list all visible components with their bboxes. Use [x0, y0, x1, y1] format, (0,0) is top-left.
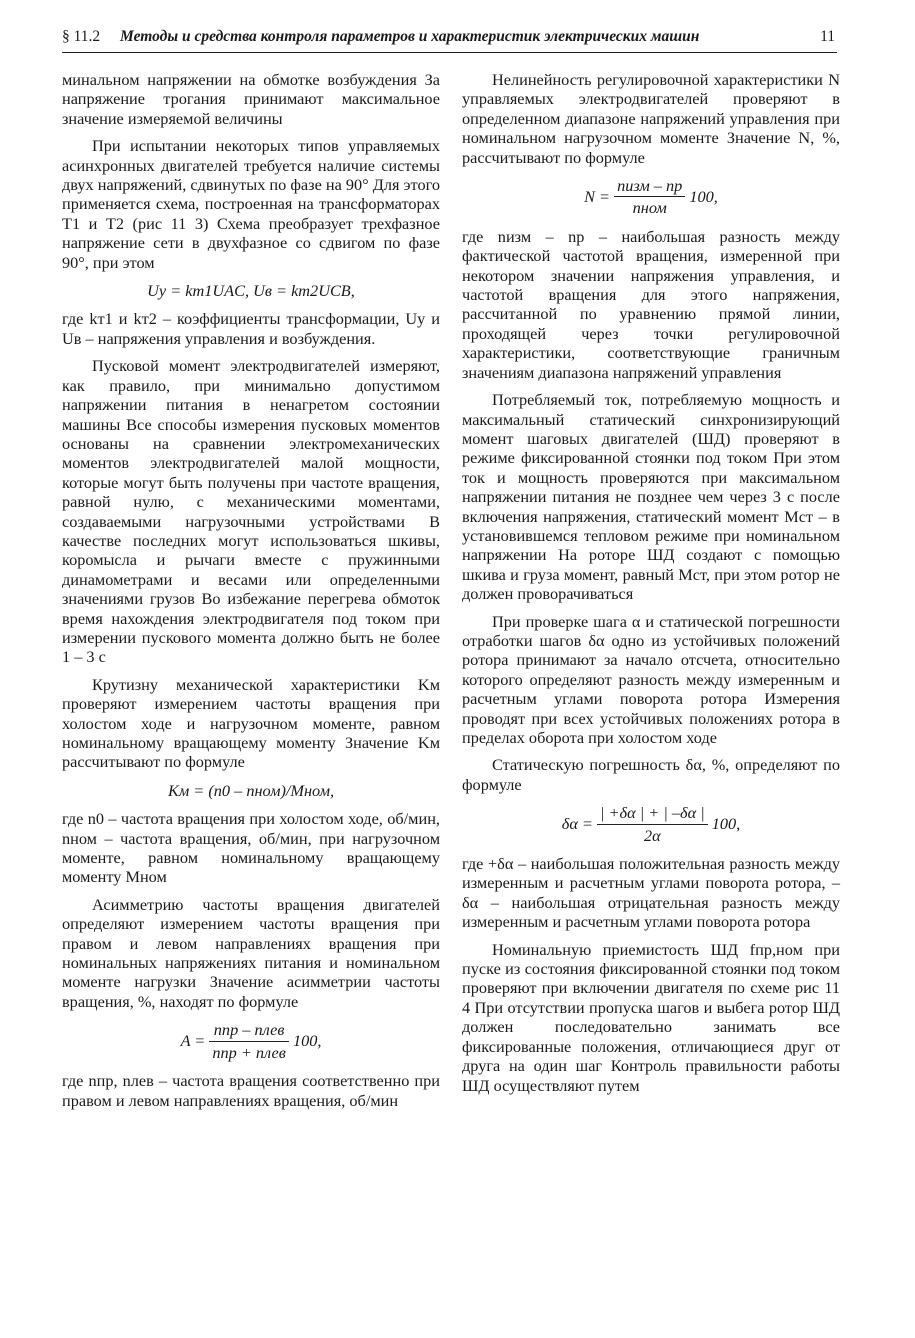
formula-static-error	[462, 803, 840, 845]
paragraph: где n0 – частота вращения при холостом ходе, об/мин, nном – частота вращения, об/мин, при нагрузочном моменте, равном номинальному вращающему моменту Mном	[62, 809, 440, 887]
paragraph: Крутизну механической характеристики Kм проверяют измерением частоты вращения при холостом ходе и нагрузочном моменте, равном номинальному вращающему моменту Значение Kм рассчитывают по формуле	[62, 674, 440, 772]
formula-steepness: Kм = (n0 – nном)/Mном,	[167, 780, 335, 800]
fraction	[614, 176, 685, 218]
formula-rhs: 100,	[292, 1031, 322, 1051]
left-column	[62, 70, 440, 1110]
paragraph: Номинальную приемистость ШД fпр,ном при пуске из состояния фиксированной стоянки под током проверяют при включении двигателя по схеме рис 11 4 При отсутствии пропуска шагов и выбега ротор ШД должен последовательно занимать все фиксированные положения, отличающиеся друг от друга на один шаг Контроль правильности работы ШД осуществляют путем	[462, 939, 840, 1095]
paragraph: Потребляемый ток, потребляемую мощность и максимальный статический синхронизирующий момент шаговых двигателей (ШД) проверяют в режиме фиксированной стоянки под током При этом ток и мощность проверяются при максимальном напряжении питания не позднее чем через 3 с после включения напряжения, статический момент Mст – в установившемся тепловом режиме при номинальном напряжении На роторе ШД создают с помощью шкива и груза момент, равный Mст, при этом ротор не должен проворачиваться	[462, 390, 840, 604]
paragraph: При проверке шага α и статической погрешности отработки шагов δα одно из устойчивых положений ротора принимают за начало отсчета, относительно которого определяют разность между измеренным и расчетным углами поворота ротора Измерения проводят при всех устойчивых положениях ротора в пределах оборота при холостом ходе	[462, 611, 840, 747]
paragraph: Пусковой момент электродвигателей измеряют, как правило, при минимально допустимом напряжении питания в ненагретом состоянии машины Все способы измерения пусковых моментов основаны на сравнении электромеханических моментов электродвигателей малой мощности, которые могут быть получены при частоте вращения, равной нулю, с механическими моментами, создаваемыми нагрузочными устройствами В качестве последних могут использоваться шкивы, коромысла и рычаги вместе с пружинными динамометрами и весами или определенными значениями грузов Во избежание перегрева обмоток время нахождения электродвигателя под током при измерении пускового момента должно быть не более 1 – 3 с	[62, 356, 440, 667]
formula-lhs: δα =	[561, 814, 593, 834]
right-column	[462, 70, 840, 1095]
formula-voltages: Uу = kт1UAC, Uв = kт2UCB,	[147, 281, 355, 301]
formula-asymmetry	[62, 1020, 440, 1062]
fraction-numerator: nизм – nр	[614, 176, 685, 197]
formula-lhs: A =	[180, 1031, 206, 1051]
paragraph: где nизм – nр – наибольшая разность между фактической частотой вращения, измеренной при некотором значении напряжения управления, и частотой вращения для этого напряжения, рассчитанной по уравнению прямой линии, проходящей через точки регулировочной характеристики, соответствующие граничным значениям диапазона напряжений управления	[462, 226, 840, 382]
paragraph: Асимметрию частоты вращения двигателей определяют измерением частоты вращения при правом и левом направлениях вращения при номинальных напряжениях питания и номинальном моменте нагрузки Значение асимметрии частоты вращения, %, находят по формуле	[62, 894, 440, 1011]
formula-rhs: 100,	[689, 187, 718, 207]
paragraph: Статическую погрешность δα, %, определяют по формуле	[462, 755, 840, 794]
page-number: 11	[820, 28, 835, 45]
paragraph: где nпр, nлев – частота вращения соответственно при правом и левом направлениях вращения, об/мин	[62, 1071, 440, 1110]
page-header	[62, 24, 837, 53]
fraction	[209, 1020, 289, 1062]
formula-nonlinearity	[462, 176, 840, 218]
fraction-numerator: nпр – nлев	[209, 1020, 289, 1041]
paragraph: где kт1 и kт2 – коэффициенты трансформации, Uу и Uв – напряжения управления и возбуждения.	[62, 309, 440, 348]
fraction	[597, 803, 708, 845]
paragraph: где +δα – наибольшая положительная разность между измеренным и расчетным углами поворота ротора, –δα – наибольшая отрицательная разность между измеренным и расчетным углами поворота ротора	[462, 854, 840, 932]
paragraph: Нелинейность регулировочной характеристики N управляемых электродвигателей проверяют в определенном диапазоне напряжений управления при номинальном нагрузочном моменте Значение N, %, рассчитывают по формуле	[462, 70, 840, 167]
formula-lhs: N =	[584, 187, 611, 207]
fraction-denominator: nном	[632, 198, 667, 218]
paragraph: минальном напряжении на обмотке возбуждения За напряжение трогания принимают максимальное значение измеряемой величины	[62, 70, 440, 128]
paragraph: При испытании некоторых типов управляемых асинхронных двигателей требуется наличие системы двух напряжений, сдвинутых по фазе на 90° Для этого применяется схема, построенная на трансформаторах Т1 и Т2 (рис 11 3) Схема преобразует трехфазное напряжение сети в двухфазное со сдвигом по фазе 90°, при этом	[62, 136, 440, 272]
fraction-numerator: | +δα | + | –δα |	[597, 803, 708, 824]
running-title: Методы и средства контроля параметров и характеристик электрических машин	[120, 28, 700, 45]
fraction-denominator: 2α	[643, 825, 661, 845]
formula-rhs: 100,	[711, 814, 741, 834]
fraction-denominator: nпр + nлев	[212, 1042, 286, 1062]
section-number: § 11.2	[62, 28, 101, 45]
